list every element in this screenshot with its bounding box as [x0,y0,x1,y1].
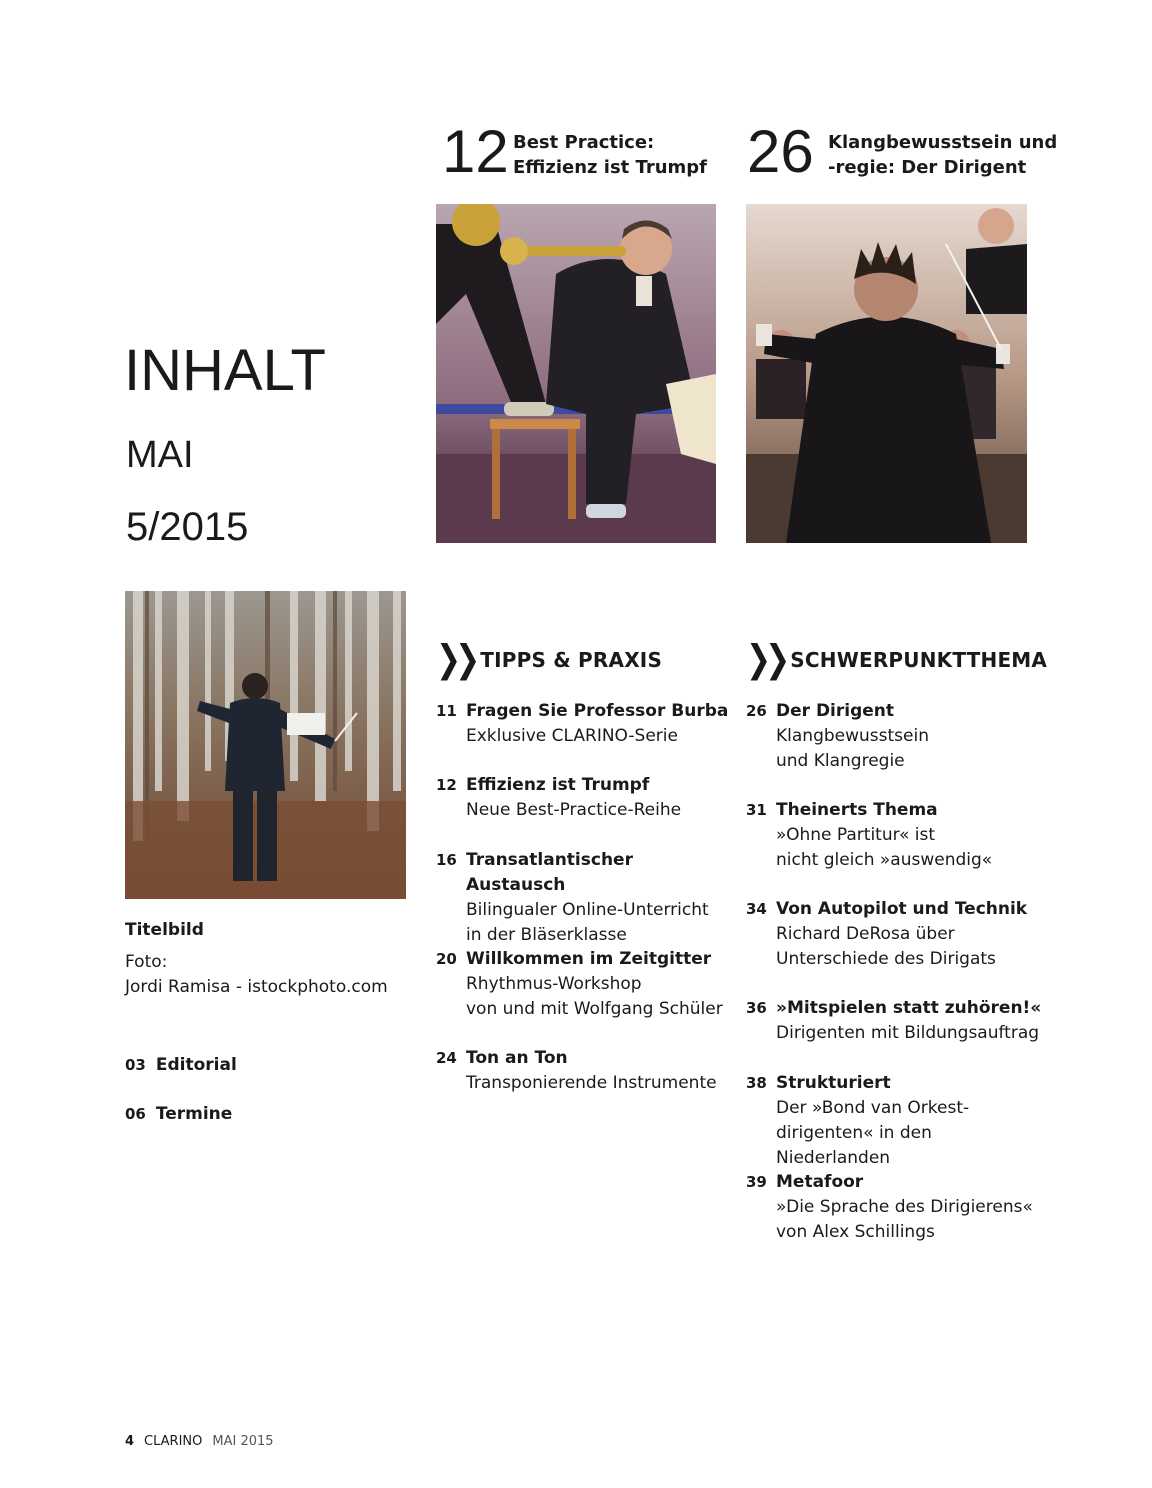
toc-page-number: 11 [436,702,457,720]
toc-title: Effizienz ist Trumpf [466,775,650,795]
toc-subtitle: von und mit Wolfgang Schüler [466,999,723,1019]
issue-number: 5/2015 [126,505,249,549]
toc-entry[interactable] [436,848,736,948]
section-heading-tipps [436,637,663,682]
toc-title: Termine [155,1104,233,1124]
conductor-image [746,204,1027,543]
toc-page-number: 24 [436,1049,457,1067]
toc-entry[interactable] [746,699,1046,774]
toc-page-number: 12 [436,776,457,794]
toc-entry[interactable] [436,773,736,823]
toc-entry[interactable] [746,1071,1046,1171]
toc-subtitle: in der Bläserklasse [466,925,627,945]
toc-subtitle: Richard DeRosa über [776,924,955,944]
cover-credit-label: Foto: [125,952,168,972]
forest-conductor-image [125,591,406,899]
section-heading-label: TIPPS & PRAXIS [480,648,663,672]
double-chevron-icon: ❯❯ [746,637,785,682]
toc-page-number: 03 [125,1056,146,1074]
feature-1-photo[interactable] [436,204,716,543]
section-heading-schwerpunkt [746,637,1048,682]
toc-subtitle: dirigenten« in den Niederlanden [776,1123,932,1168]
feature-1-line2: Effizienz ist Trumpf [513,157,708,178]
feature-2-line1: Klangbewusstsein und [828,132,1058,153]
toc-title: Strukturiert [776,1073,891,1093]
toc-subtitle: von Alex Schillings [776,1222,935,1242]
toc-subtitle: Der »Bond van Orkest- [776,1098,970,1118]
feature-2-photo[interactable] [746,204,1027,543]
toc-subtitle: »Ohne Partitur« ist [776,825,936,845]
toc-subtitle: Neue Best-Practice-Reihe [466,800,682,820]
cover-photo[interactable] [125,591,406,899]
toc-subtitle: Transponierende Instrumente [466,1073,717,1093]
toc-subtitle: Exklusive CLARINO-Serie [466,726,678,746]
toc-subtitle: Bilingualer Online-Unterricht [466,900,709,920]
toc-subtitle: Dirigenten mit Bildungsauftrag [776,1023,1040,1043]
toc-title: Fragen Sie Professor Burba [466,701,729,721]
toc-title: Der Dirigent [776,701,895,721]
page-footer [125,1434,284,1449]
toc-page-number: 20 [436,950,457,968]
feature-2-line2: -regie: Der Dirigent [828,157,1027,178]
toc-entry[interactable] [746,897,1046,972]
toc-entry[interactable] [436,947,736,1022]
toc-subtitle: und Klangregie [776,751,905,771]
toc-entry[interactable] [436,1046,736,1096]
toc-title: Transatlantischer Austausch [466,850,633,895]
toc-entry[interactable] [746,996,1046,1046]
feature-1-line1: Best Practice: [513,132,655,153]
toc-entry-termine[interactable] [125,1104,232,1124]
toc-title: Editorial [155,1055,237,1075]
toc-title: Willkommen im Zeitgitter [466,949,712,969]
toc-title: Von Autopilot und Technik [776,899,1028,919]
cover-credit: Jordi Ramisa - istockphoto.com [125,977,388,997]
footer-date: MAI 2015 [212,1434,274,1449]
toc-page-number: 36 [746,999,767,1017]
toc-page-number: 31 [746,801,767,819]
footer-page-number: 4 [125,1434,135,1449]
feature-2-number: 26 [747,118,814,185]
double-chevron-icon: ❯❯ [436,637,475,682]
toc-page-number: 39 [746,1173,767,1191]
trumpet-player-image [436,204,716,543]
toc-entry-editorial[interactable] [125,1055,237,1075]
toc-subtitle: »Die Sprache des Dirigierens« [776,1197,1033,1217]
toc-title: »Mitspielen statt zuhören!« [776,998,1042,1018]
feature-1-number: 12 [442,118,509,185]
toc-entry[interactable] [436,699,736,749]
toc-page-number: 38 [746,1074,767,1092]
feature-1-title[interactable] [513,130,707,180]
toc-subtitle: Klangbewusstsein [776,726,929,746]
toc-page-number: 26 [746,702,767,720]
toc-subtitle: Unterschiede des Dirigats [776,949,996,969]
page-title: INHALT [124,338,326,403]
toc-subtitle: Rhythmus-Workshop [466,974,642,994]
toc-page-number: 34 [746,900,767,918]
cover-caption-title: Titelbild [125,920,204,940]
toc-title: Theinerts Thema [776,800,938,820]
section-heading-label: SCHWERPUNKTTHEMA [790,648,1048,672]
toc-subtitle: nicht gleich »auswendig« [776,850,993,870]
footer-magazine: CLARINO [144,1434,203,1449]
toc-entry[interactable] [746,798,1046,873]
toc-title: Ton an Ton [466,1048,568,1068]
toc-page-number: 16 [436,851,457,869]
toc-entry[interactable] [746,1170,1046,1245]
feature-2-title[interactable] [828,130,1057,180]
issue-month: MAI [126,434,194,476]
toc-title: Metafoor [776,1172,864,1192]
toc-page-number: 06 [125,1105,146,1123]
